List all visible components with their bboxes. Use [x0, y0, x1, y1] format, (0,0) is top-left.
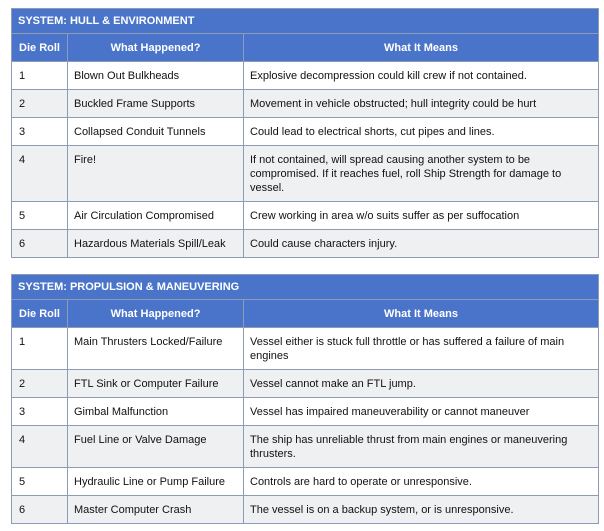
table-row — [12, 62, 599, 90]
die-roll-cell: 2 — [12, 370, 68, 398]
table-row — [12, 398, 599, 426]
die-roll-cell: 6 — [12, 230, 68, 258]
what-it-means-cell: The vessel is on a backup system, or is unresponsive. — [244, 496, 599, 524]
what-it-means-cell: If not contained, will spread causing another system to be compromised. If it reaches fuel, roll Ship Strength for damage to vessel. — [244, 146, 599, 202]
table-row — [12, 468, 599, 496]
what-it-means-cell: Vessel either is stuck full throttle or has suffered a failure of main engines — [244, 328, 599, 370]
die-roll-cell: 6 — [12, 496, 68, 524]
what-happened-cell: Master Computer Crash — [68, 496, 244, 524]
header-die-roll: Die Roll — [12, 300, 68, 328]
die-roll-cell: 2 — [12, 90, 68, 118]
table-title: SYSTEM: PROPULSION & MANEUVERING — [12, 275, 599, 300]
what-happened-cell: FTL Sink or Computer Failure — [68, 370, 244, 398]
die-roll-cell: 4 — [12, 146, 68, 202]
table-row — [12, 118, 599, 146]
header-die-roll: Die Roll — [12, 34, 68, 62]
what-happened-cell: Buckled Frame Supports — [68, 90, 244, 118]
what-it-means-cell: Could cause characters injury. — [244, 230, 599, 258]
table-row — [12, 146, 599, 202]
die-roll-cell: 3 — [12, 118, 68, 146]
die-roll-cell: 1 — [12, 328, 68, 370]
table-row — [12, 230, 599, 258]
table-row — [12, 202, 599, 230]
die-roll-cell: 5 — [12, 202, 68, 230]
what-it-means-cell: Movement in vehicle obstructed; hull integrity could be hurt — [244, 90, 599, 118]
die-roll-cell: 4 — [12, 426, 68, 468]
die-roll-cell: 1 — [12, 62, 68, 90]
table-row — [12, 328, 599, 370]
table-row — [12, 496, 599, 524]
table-row — [12, 90, 599, 118]
propulsion-maneuvering-table — [11, 274, 599, 524]
what-happened-cell: Blown Out Bulkheads — [68, 62, 244, 90]
what-happened-cell: Hazardous Materials Spill/Leak — [68, 230, 244, 258]
hull-environment-table — [11, 8, 599, 258]
die-roll-cell: 3 — [12, 398, 68, 426]
what-it-means-cell: Could lead to electrical shorts, cut pipes and lines. — [244, 118, 599, 146]
die-roll-cell: 5 — [12, 468, 68, 496]
what-happened-cell: Air Circulation Compromised — [68, 202, 244, 230]
what-happened-cell: Gimbal Malfunction — [68, 398, 244, 426]
header-what-it-means: What It Means — [244, 34, 599, 62]
what-it-means-cell: The ship has unreliable thrust from main engines or maneuvering thrusters. — [244, 426, 599, 468]
what-it-means-cell: Crew working in area w/o suits suffer as per suffocation — [244, 202, 599, 230]
table-row — [12, 370, 599, 398]
what-it-means-cell: Vessel cannot make an FTL jump. — [244, 370, 599, 398]
what-happened-cell: Fuel Line or Valve Damage — [68, 426, 244, 468]
what-happened-cell: Fire! — [68, 146, 244, 202]
what-it-means-cell: Vessel has impaired maneuverability or cannot maneuver — [244, 398, 599, 426]
what-happened-cell: Hydraulic Line or Pump Failure — [68, 468, 244, 496]
header-what-happened: What Happened? — [68, 34, 244, 62]
what-happened-cell: Collapsed Conduit Tunnels — [68, 118, 244, 146]
what-it-means-cell: Controls are hard to operate or unresponsive. — [244, 468, 599, 496]
header-what-happened: What Happened? — [68, 300, 244, 328]
table-row — [12, 426, 599, 468]
what-it-means-cell: Explosive decompression could kill crew if not contained. — [244, 62, 599, 90]
what-happened-cell: Main Thrusters Locked/Failure — [68, 328, 244, 370]
table-title: SYSTEM: HULL & ENVIRONMENT — [12, 9, 599, 34]
header-what-it-means: What It Means — [244, 300, 599, 328]
